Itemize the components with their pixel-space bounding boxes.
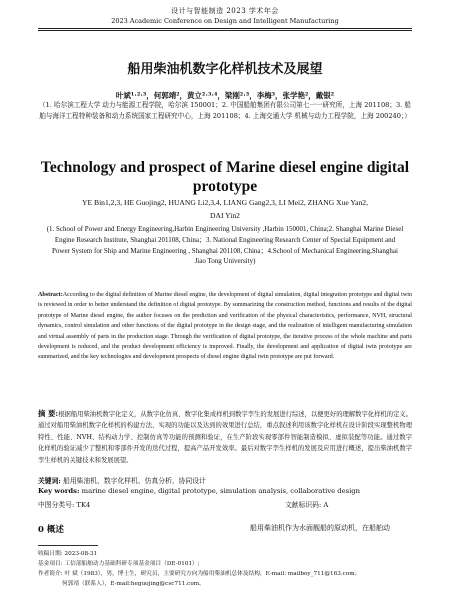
cn-authors: 叶斌¹˒²˒³，何郭靖²，黄立²˒³˒⁴，梁刚²˒³，李梅³，张学艳²，戴银² <box>115 91 335 100</box>
en-abstract <box>38 290 412 363</box>
footnote-fund: 基金项目: 工信部船舶动力基础科研专项基金项目（DE-0101）; <box>38 561 200 567</box>
footnote-rule <box>38 545 98 546</box>
en-abstract-label: Abstract: <box>38 292 63 298</box>
running-header-cn: 设计与智能制造 2023 学术年会 <box>171 7 279 15</box>
footnote-author: 作者简介: 叶 斌（1983），男，博士生，研究员，主要研究方向为船用柴油机总体及结构，E-mail: mailboy_711@163.com； <box>38 571 361 577</box>
cn-abstract-label: 摘 要: <box>38 409 59 418</box>
cn-title: 船用柴油机数字化样机技术及展望 <box>127 62 323 77</box>
cn-keywords <box>38 475 412 485</box>
en-affiliations: (1. School of Power and Energy Engineering,Harbin Engineering University ,Harbin 150001, China;2. Shanghai Marine Diesel Engine Research Institute, Shanghai 201108, China；3. National Engineering Research Center of Special Equipment and Power System for Ship and Marine Engineering , Shanghai 201108, China；4.School of Mechanical Engineering,Shanghai Jiao Tong University) <box>46 225 404 266</box>
en-keywords-label: Key words: <box>38 487 80 495</box>
cn-abstract-text: 根据船用柴油机数字化定义，从数字化仿真、数字化集成样机到数字孪生的发展进行综述，以便更好的理解数字化样机的定义。通过对船用柴油机数字化样机的构建方法、实现的功能以及达到的效果进行总结，重点叙述利用该数字化样机在设计阶段实现整机物理特性、性能、NVH、结构动力学、控制仿真等功能的预测和验证，在生产阶段实现零部件智能制造模拟、虚拟装配等功能。通过数字化样机的验证减少了整机和零部件开发的迭代过程，提高产品开发效率。最后对数字孪生样机的发展及应用进行概述，提出柴油机数字孪生样机的关键技术和发展展望。 <box>38 411 412 464</box>
en-keywords-text: marine diesel engine, digital prototype, simulation analysis, collaborative design <box>81 487 361 495</box>
header-rule-top <box>38 28 412 29</box>
header-rule-bottom <box>38 30 412 31</box>
cn-keywords-label: 关键词: <box>38 477 61 485</box>
running-header-en: 2023 Academic Conference on Design and Intelligent Manufacturing <box>111 17 339 25</box>
cn-keywords-text: 船用柴油机、数字化样机、仿真分析、协同设计 <box>63 477 206 485</box>
document-code: 文献标识码: A <box>285 501 329 509</box>
en-authors-line1: YE Bin1,2,3, HE Guojing2, HUANG Li2,3,4, LIANG Gang2,3, LI Mei2, ZHANG Xue Yan2, <box>81 198 368 207</box>
footnote-contact: 何郭靖（联系人），E-mail:heguojing@csc711.com。 <box>62 581 205 587</box>
footnote-received: 收稿日期: 2023-08-31 <box>38 551 98 557</box>
section-heading: 0 概述 <box>38 525 64 535</box>
en-title: Technology and prospect of Marine diesel engine digital prototype <box>40 159 410 195</box>
en-keywords <box>38 487 412 495</box>
cn-abstract <box>38 408 412 466</box>
cn-affiliations: （1. 哈尔滨工程大学 动力与能源工程学院，哈尔滨 150001；2. 中国船舶集团有限公司第七一一研究所，上海 201108；3. 船舶与海洋工程特种装备和动力系统国家工程研究中心，上海 201108；4. 上海交通大学 机械与动力工程学院，上海 200240；） <box>39 101 411 120</box>
section-text: 船用柴油机作为水面舰船的原动机，在船舶动 <box>250 524 390 532</box>
en-authors-line2: DAI Yin2 <box>210 211 240 220</box>
clc-number: 中图分类号: TK4 <box>38 501 91 509</box>
en-authors <box>60 196 390 222</box>
en-abstract-text: According to the digital definition of Marine diesel engine, the development of digital simulation, digital integration prototype and digital twin is reviewed in order to better understand the definition of digital prototype. By summarizing the construction method, functions and results of the digital prototype of Marine diesel engine, the author focuses on the prediction and verification of the physical characteristics, performance, NVH, structural dynamics, control simulation and other functions of the digital prototype in the design stage, and the realization of intelligent manufacturing simulation and virtual assembly of parts in the production stage. Through the verification of digital prototype, the iterative process of the whole machine and parts development is reduced, and the product development efficiency is improved. Finally, the development and application of digital twin prototype are summarized, and the key technologies and development prospects of diesel engine digital twin prototype are put forward. <box>38 292 412 361</box>
